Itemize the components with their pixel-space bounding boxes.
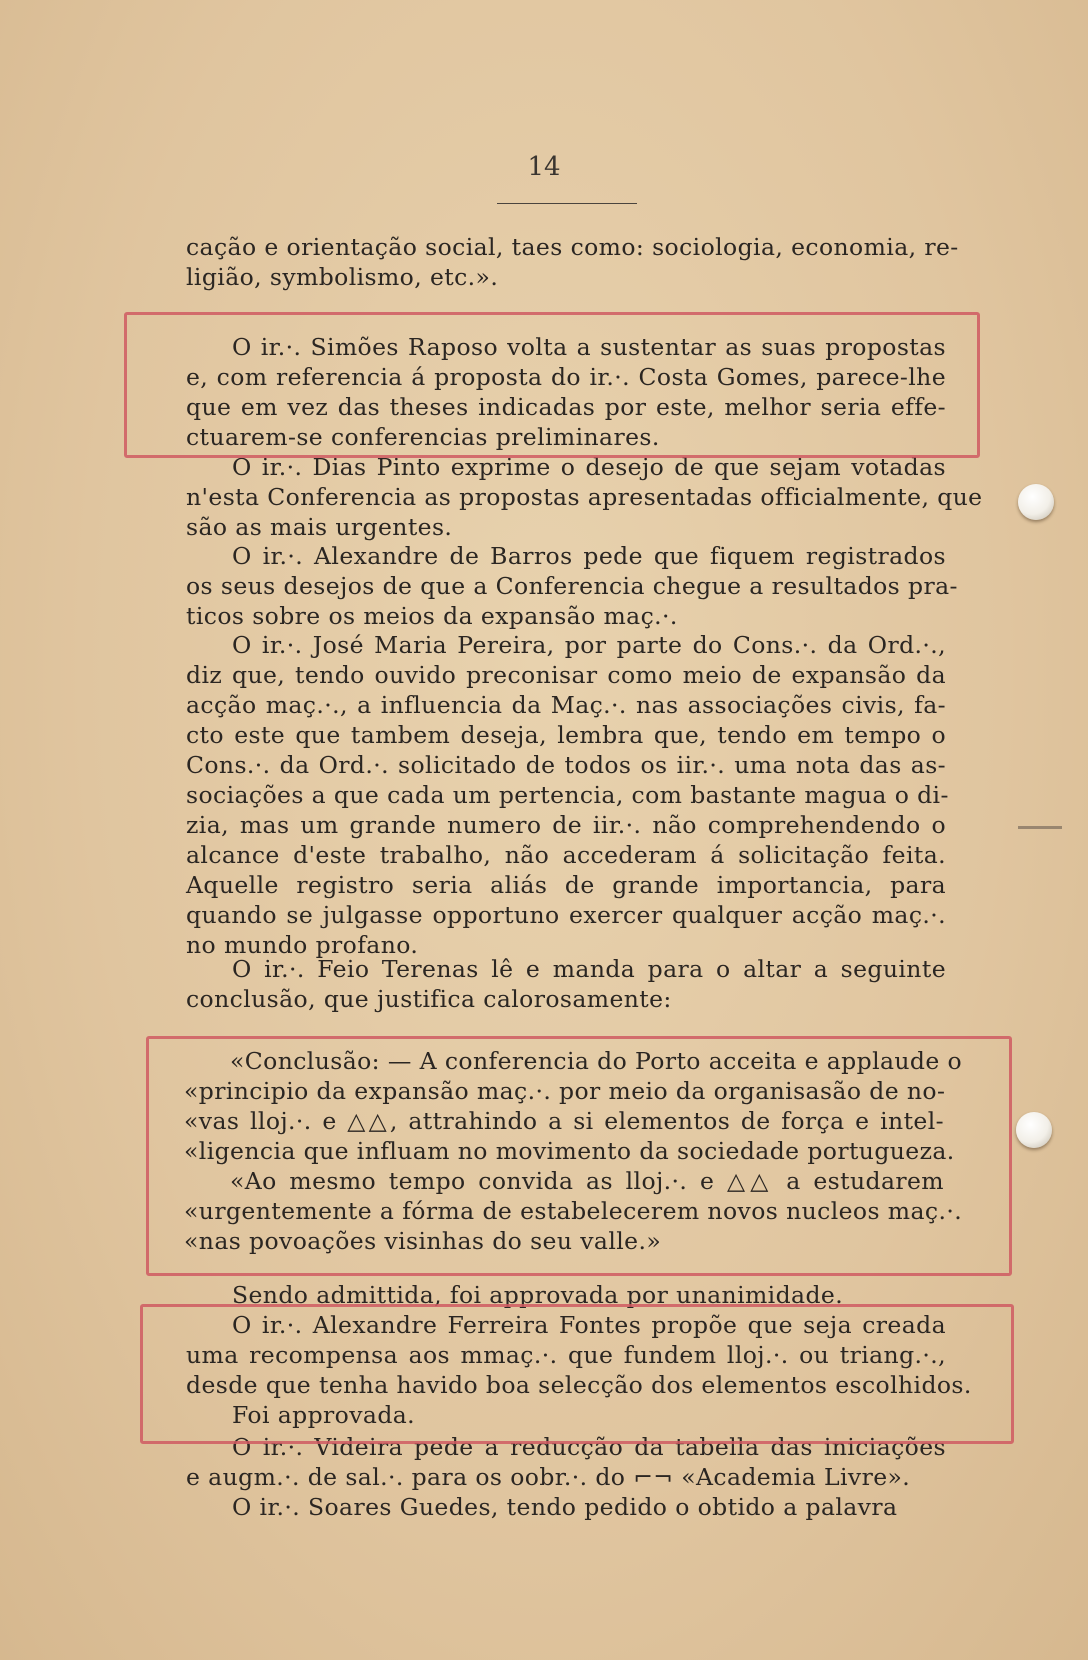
paragraph-5 — [186, 630, 949, 960]
text-line: O ir.·. Videira pede a reducção da tabella das iniciações — [232, 1433, 946, 1461]
text-line: O ir.·. Alexandre de Barros pede que fiquem registrados — [232, 542, 946, 570]
paragraph-8 — [186, 1310, 972, 1430]
paragraph-10 — [186, 1492, 946, 1522]
text-line: acção maç.·., a influencia da Maç.·. nas associações civis, fa- — [186, 691, 946, 719]
text-line: «vas lloj.·. e △△, attrahindo a si elementos de força e intel- — [184, 1107, 944, 1135]
text-line: O ir.·. Simões Raposo volta a sustentar as suas propostas — [232, 333, 946, 361]
margin-mark — [1018, 826, 1062, 829]
text-line: conclusão, que justifica calorosamente: — [186, 985, 672, 1013]
text-line: uma recompensa aos mmaç.·. que fundem lloj.·. ou triang.·., — [186, 1341, 946, 1369]
paragraph-1 — [186, 232, 959, 292]
paragraph-9 — [186, 1432, 946, 1492]
text-line: Cons.·. da Ord.·. solicitado de todos os iir.·. uma nota das as- — [186, 751, 946, 779]
text-line: «Ao mesmo tempo convida as lloj.·. e △△ a estudarem — [230, 1167, 944, 1195]
text-line: desde que tenha havido boa selecção dos elementos escolhidos. — [186, 1371, 972, 1399]
text-line: «principio da expansão maç.·. por meio da organisasão de no- — [184, 1077, 946, 1105]
page-number: 14 — [527, 152, 561, 182]
text-line: alcance d'este trabalho, não accederam á solicitação feita. — [186, 841, 946, 869]
text-line: no mundo profano. — [186, 931, 419, 959]
text-line: e augm.·. de sal.·. para os oobr.·. do ⌐¬ «Academia Livre». — [186, 1463, 911, 1491]
text-line: diz que, tendo ouvido preconisar como meio de expansão da — [186, 661, 946, 689]
text-line: «nas povoações visinhas do seu valle.» — [184, 1227, 662, 1255]
text-line: quando se julgasse opportuno exercer qualquer acção maç.·. — [186, 901, 946, 929]
paragraph-7 — [186, 1280, 946, 1310]
text-line: zia, mas um grande numero de iir.·. não comprehendendo o — [186, 811, 946, 839]
text-line: O ir.·. Alexandre Ferreira Fontes propõe que seja creada — [232, 1311, 946, 1339]
text-line: O ir.·. Feio Terenas lê e manda para o altar a seguinte — [232, 955, 946, 983]
text-line: sociações a que cada um pertencia, com bastante magua o di- — [186, 781, 949, 809]
conclusion-quote — [184, 1046, 963, 1256]
text-line: «urgentemente a fórma de estabelecerem novos nucleos maç.·. — [184, 1197, 963, 1225]
header-rule — [497, 203, 637, 204]
text-line: ctuarem-se conferencias preliminares. — [186, 423, 660, 451]
text-line: O ir.·. José Maria Pereira, por parte do Cons.·. da Ord.·., — [232, 631, 946, 659]
text-line: e, com referencia á proposta do ir.·. Costa Gomes, parece-lhe — [186, 363, 946, 391]
text-line: n'esta Conferencia as propostas apresentadas officialmente, que — [186, 483, 983, 511]
text-line: «ligencia que influam no movimento da sociedade portugueza. — [184, 1137, 955, 1165]
text-line: ligião, symbolismo, etc.». — [186, 263, 499, 291]
punch-hole — [1016, 1112, 1052, 1148]
text-line: cto este que tambem deseja, lembra que, tendo em tempo o — [186, 721, 946, 749]
text-line: os seus desejos de que a Conferencia chegue a resultados pra- — [186, 572, 958, 600]
text-line: que em vez das theses indicadas por este, melhor seria effe- — [186, 393, 946, 421]
text-line: cação e orientação social, taes como: sociologia, economia, re- — [186, 233, 959, 261]
text-line: são as mais urgentes. — [186, 513, 453, 541]
text-line: O ir.·. Dias Pinto exprime o desejo de que sejam votadas — [232, 453, 946, 481]
text-line: ticos sobre os meios da expansão maç.·. — [186, 602, 678, 630]
paragraph-3 — [186, 452, 983, 542]
text-line: «Conclusão: — A conferencia do Porto acceita e applaude o — [230, 1047, 963, 1075]
punch-hole — [1018, 484, 1054, 520]
text-line: Foi approvada. — [232, 1401, 416, 1429]
paragraph-4 — [186, 541, 958, 631]
text-line: O ir.·. Soares Guedes, tendo pedido o obtido a palavra — [232, 1493, 898, 1521]
text-line: Aquelle registro seria aliás de grande importancia, para — [186, 871, 946, 899]
paragraph-2 — [186, 332, 946, 452]
paragraph-6 — [186, 954, 946, 1014]
text-line: Sendo admittida, foi approvada por unanimidade. — [232, 1281, 844, 1309]
